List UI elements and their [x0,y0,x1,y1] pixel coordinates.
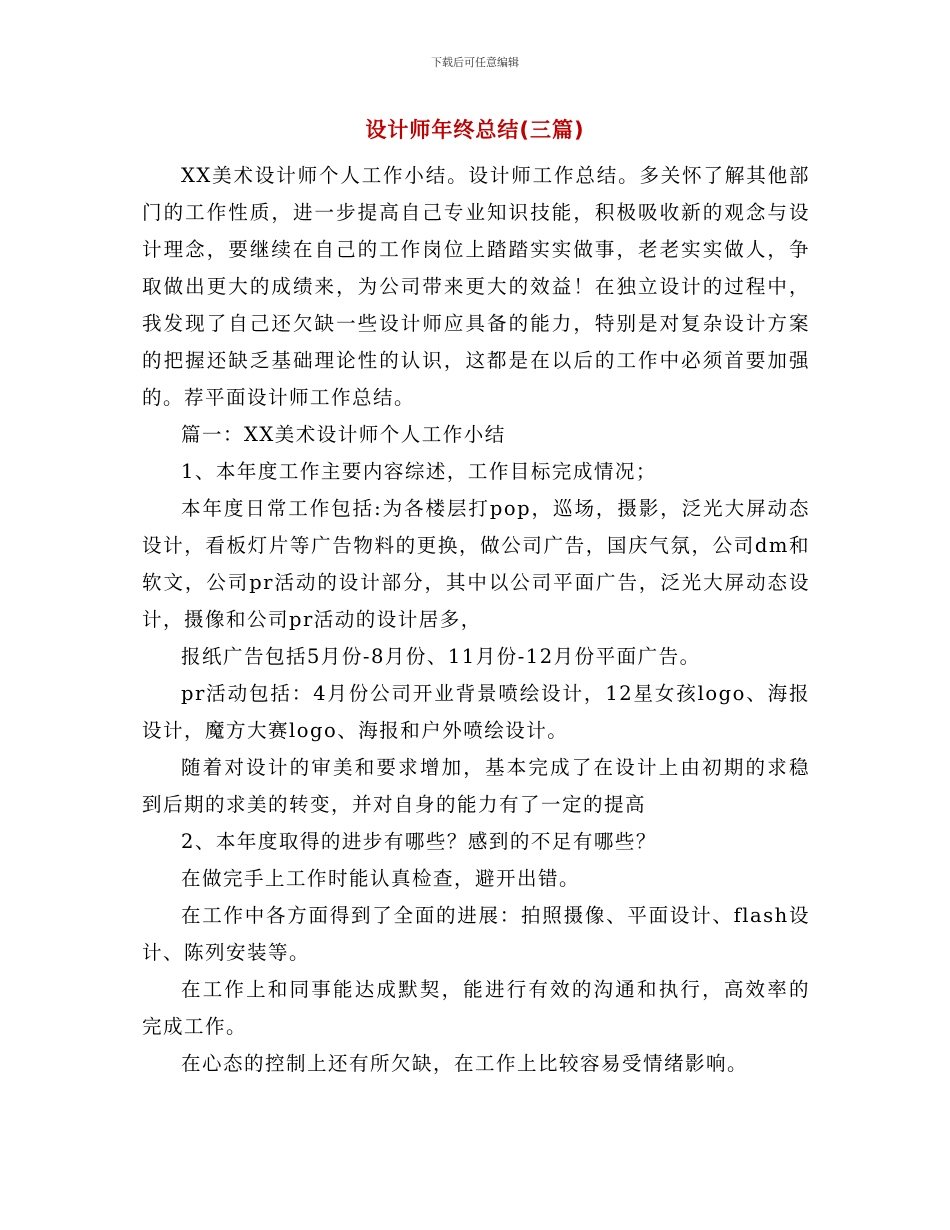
header-note: 下载后可任意编辑 [431,56,519,69]
paragraph-design-progress: 随着对设计的审美和要求增加，基本完成了在设计上由初期的求稳到后期的求美的转变，并对自身的能力有了一定的提高 [142,756,810,816]
document-body [142,157,810,1082]
paragraph-all-round-progress: 在工作中各方面得到了全面的进展：拍照摄像、平面设计、flash设计、陈列安装等。 [142,904,810,964]
paragraph-teamwork: 在工作上和同事能达成默契，能进行有效的沟通和执行，高效率的完成工作。 [142,978,810,1038]
paragraph-careful-check: 在做完手上工作时能认真检查，避开出错。 [181,867,581,890]
paragraph-newspaper-ads: 报纸广告包括5月份-8月份、11月份-12月份平面广告。 [181,645,701,668]
paragraph-daily-work: 本年度日常工作包括:为各楼层打pop，巡场，摄影，泛光大屏动态设计，看板灯片等广告物料的更换，做公司广告，国庆气氛，公司dm和软文，公司pr活动的设计部分，其中以公司平面广告，泛光大屏动态设计，摄像和公司pr活动的设计居多， [142,497,810,631]
paragraph-item-2-heading: 2、本年度取得的进步有哪些？感到的不足有哪些？ [181,830,657,853]
document-title: 设计师年终总结(三篇) [365,118,585,142]
paragraph-pr-activities: pr活动包括：4月份公司开业背景喷绘设计，12星女孩logo、海报设计，魔方大赛logo、海报和户外喷绘设计。 [142,682,810,742]
paragraph-intro: XX美术设计师个人工作小结。设计师工作总结。多关怀了解其他部门的工作性质，进一步提高自己专业知识技能，积极吸收新的观念与设计理念，要继续在自己的工作岗位上踏踏实实做事，老老实实做人，争取做出更大的成绩来，为公司带来更大的效益！在独立设计的过程中，我发现了自己还欠缺一些设计师应具备的能力，特别是对复杂设计方案的把握还缺乏基础理论性的认识，这都是在以后的工作中必须首要加强的。荐平面设计师工作总结。 [142,164,810,409]
paragraph-section-heading: 篇一：XX美术设计师个人工作小结 [181,423,506,446]
paragraph-item-1-heading: 1、本年度工作主要内容综述，工作目标完成情况； [181,460,657,483]
paragraph-mindset: 在心态的控制上还有所欠缺，在工作上比较容易受情绪影响。 [181,1052,749,1075]
